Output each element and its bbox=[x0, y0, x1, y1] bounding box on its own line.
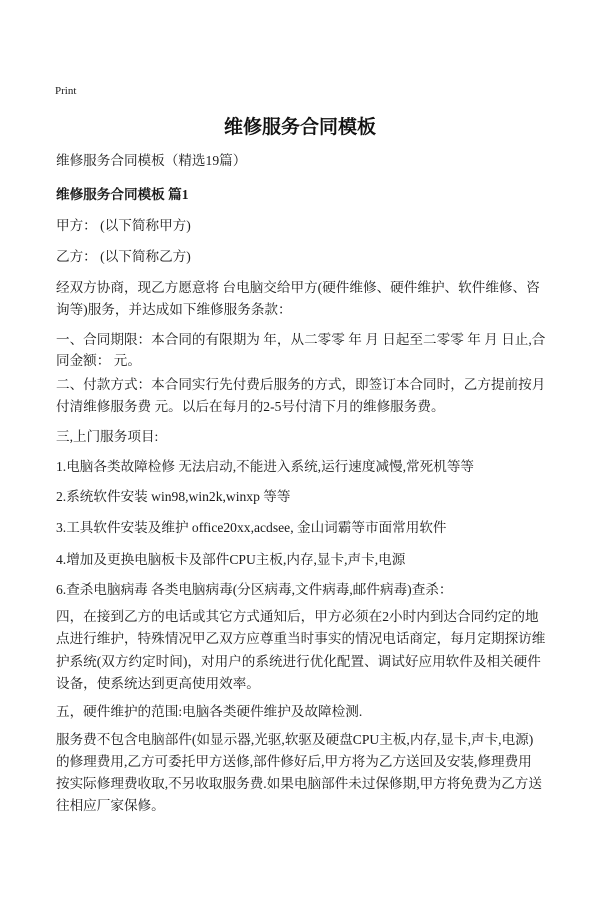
document-subtitle: 维修服务合同模板（精选19篇） bbox=[56, 153, 247, 168]
paragraph-service-items-heading: 三,上门服务项目: bbox=[56, 429, 159, 444]
paragraph-intro bbox=[56, 277, 540, 321]
paragraph-line: 同金额： 元。 bbox=[56, 353, 141, 368]
paragraph-line: 设备，使系统达到更高使用效率。 bbox=[56, 675, 260, 691]
paragraph-line: 四，在接到乙方的电话或其它方式通知后，甲方必须在2小时内到达合同约定的地 bbox=[56, 609, 539, 624]
paragraph-line: 服务费不包含电脑部件(如显示器,光驱,软驱及硬盘CPU主板,内存,显卡,声卡,电源) bbox=[56, 732, 534, 747]
paragraph-line: 的修理费用,乙方可委托甲方送修,部件修好后,甲方将为乙方送回及安装,修理费用 bbox=[56, 754, 532, 769]
paragraph-line: 一、合同期限：本合同的有限期为 年，从二零零 年 月 日起至二零零 年 月 日止,合 bbox=[56, 332, 546, 347]
paragraph-service-fee bbox=[56, 729, 542, 817]
paragraph-payment bbox=[56, 374, 545, 418]
list-item: 2.系统软件安装 win98,win2k,winxp 等等 bbox=[56, 489, 291, 504]
paragraph-contract-term bbox=[56, 329, 545, 371]
list-item: 3.工具软件安装及维护 office20xx,acdsee, 金山词霸等市面常用软件 bbox=[56, 520, 447, 535]
paragraph-line: 按实际修理费收取,不另收取服务费.如果电脑部件未过保修期,甲方将免费为乙方送 bbox=[56, 776, 542, 791]
document-title: 维修服务合同模板 bbox=[223, 117, 376, 138]
list-item: 4.增加及更换电脑板卡及部件CPU主板,内存,显卡,声卡,电源 bbox=[56, 552, 406, 567]
party-a-line: 甲方： (以下简称甲方) bbox=[56, 218, 191, 233]
paragraph-hardware-scope: 五，硬件维护的范围:电脑各类硬件维护及故障检测. bbox=[56, 704, 363, 719]
paragraph-line: 二、付款方式：本合同实行先付费后服务的方式，即签订本合同时，乙方提前按月 bbox=[56, 377, 546, 392]
list-item: 1.电脑各类故障检修 无法启动,不能进入系统,运行速度减慢,常死机等等 bbox=[56, 459, 475, 474]
paragraph-line: 付清维修服务费 元。以后在每月的2-5号付清下月的维修服务费。 bbox=[56, 399, 445, 414]
paragraph-maintenance bbox=[56, 606, 545, 695]
list-item: 6.查杀电脑病毒 各类电脑病毒(分区病毒,文件病毒,邮件病毒)查杀： bbox=[56, 582, 453, 597]
paragraph-line: 点进行维护，特殊情况甲乙双方应尊重当时事实的情况电话商定，每月定期探访维 bbox=[56, 631, 546, 647]
paragraph-line: 护系统(双方约定时间)，对用户的系统进行优化配置、调试好应用软件及相关硬件 bbox=[56, 653, 541, 669]
print-link[interactable]: Print bbox=[55, 85, 77, 97]
party-b-line: 乙方： (以下简称乙方) bbox=[56, 249, 191, 264]
paragraph-line: 经双方协商，现乙方愿意将 台电脑交给甲方(硬件维修、硬件维护、软件维修、咨 bbox=[56, 280, 540, 295]
paragraph-line: 往相应厂家保修。 bbox=[56, 798, 165, 813]
paragraph-line: 询等)服务，并达成如下维修服务条款： bbox=[56, 302, 292, 317]
section-heading: 维修服务合同模板 篇1 bbox=[56, 187, 189, 202]
